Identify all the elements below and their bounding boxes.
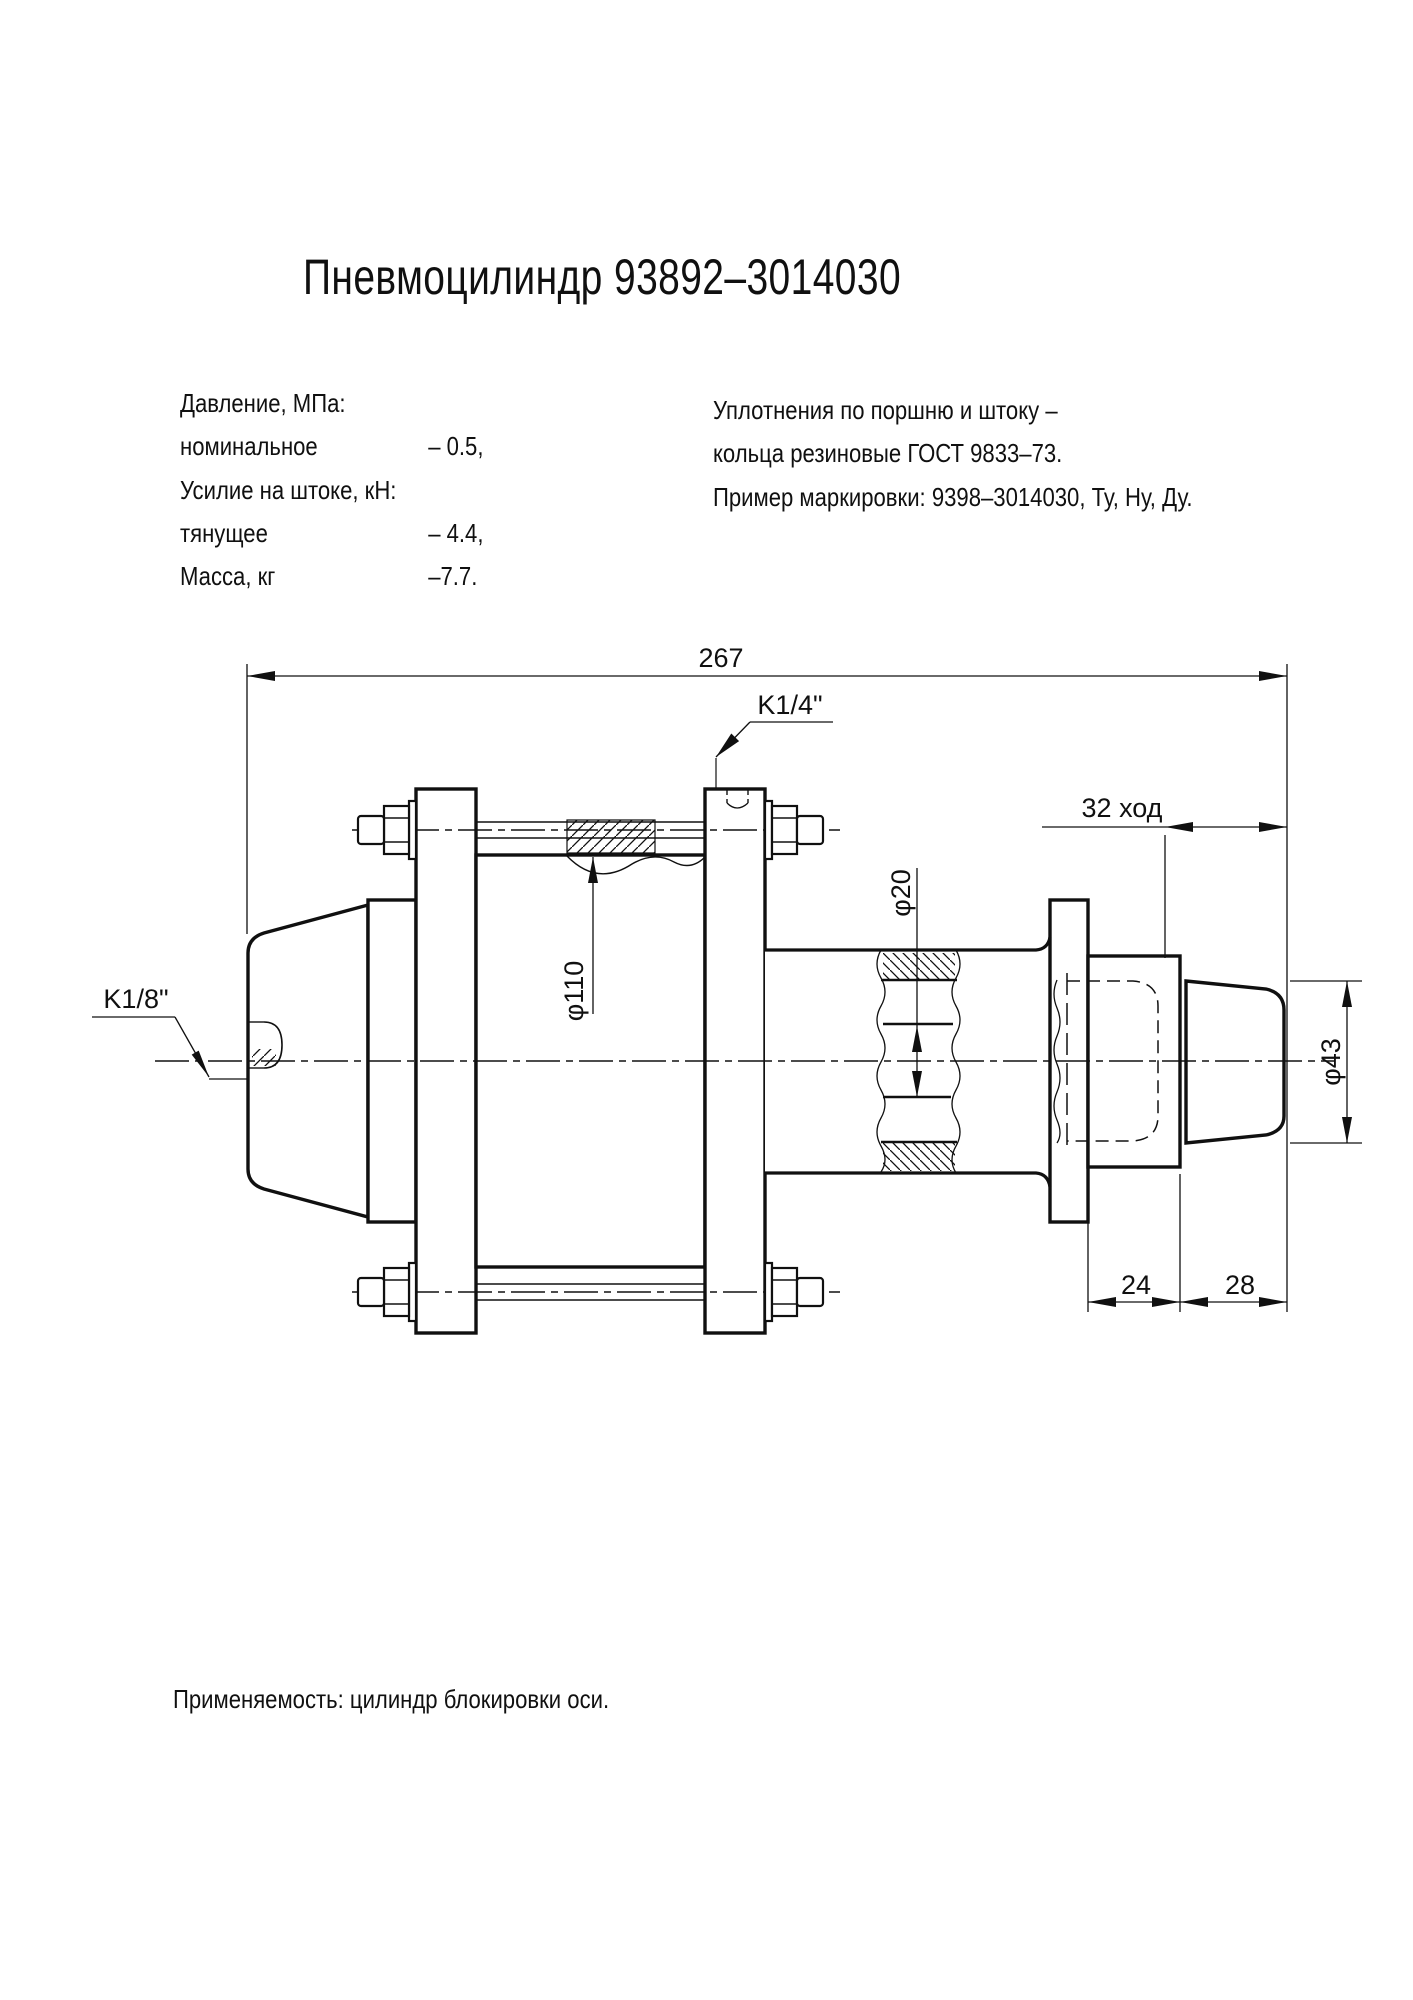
spec-label: тянущее bbox=[180, 517, 268, 548]
stud-end bbox=[797, 1278, 823, 1306]
nut bbox=[772, 806, 797, 854]
rod-top-line bbox=[765, 937, 1050, 950]
arrow bbox=[1342, 981, 1352, 1007]
rod-tip bbox=[1186, 981, 1284, 1143]
rod-bottom-line bbox=[765, 1173, 1050, 1187]
arrow bbox=[192, 1051, 209, 1077]
nut bbox=[384, 806, 409, 854]
arrow bbox=[1259, 822, 1287, 832]
dim-rod-bore-label: φ20 bbox=[886, 869, 916, 917]
port-hatch bbox=[252, 1049, 276, 1066]
rod-wall-hatch bbox=[883, 1143, 955, 1171]
arrow bbox=[1259, 1297, 1287, 1307]
arrow bbox=[1259, 671, 1287, 681]
dim-bore-label: φ110 bbox=[559, 960, 589, 1022]
nut bbox=[384, 1268, 409, 1316]
note-line: Уплотнения по поршню и штоку – bbox=[713, 395, 1058, 425]
spec-value: – 0.5, bbox=[428, 431, 484, 462]
spec-value: – 4.4, bbox=[428, 517, 484, 548]
drawing-title: Пневмоцилиндр 93892–3014030 bbox=[303, 249, 902, 305]
stud-end bbox=[358, 1278, 384, 1306]
arrow bbox=[1088, 1297, 1116, 1307]
stud-end bbox=[797, 816, 823, 844]
arrow bbox=[247, 671, 275, 681]
note-line: Пример маркировки: 9398–3014030, Ту, Ну, Ду. bbox=[713, 481, 1193, 512]
rod-wall-hatch bbox=[883, 953, 955, 979]
dim-24-label: 24 bbox=[1120, 1270, 1152, 1300]
spec-label: Усилие на штоке, кН: bbox=[180, 474, 397, 505]
spec-label: Давление, МПа: bbox=[180, 388, 346, 418]
arrow bbox=[1342, 1117, 1352, 1143]
arrow bbox=[1165, 822, 1193, 832]
dim-tip-diameter-label: φ43 bbox=[1316, 1038, 1346, 1086]
dim-stroke-label: 32 ход bbox=[1081, 793, 1163, 823]
barrel-wall-hatch bbox=[567, 820, 655, 853]
spec-value: –7.7. bbox=[428, 561, 478, 592]
stud-end bbox=[358, 816, 384, 844]
dim-port-left-label: K1/8" bbox=[103, 984, 169, 1014]
arrow bbox=[1152, 1297, 1180, 1307]
spec-label: номинальное bbox=[180, 431, 318, 462]
dim-28-label: 28 bbox=[1224, 1270, 1256, 1300]
spec-label: Масса, кг bbox=[180, 561, 276, 592]
note-line: кольца резиновые ГОСТ 9833–73. bbox=[713, 438, 1063, 469]
dim-port-top-label: K1/4" bbox=[757, 690, 823, 720]
application-note: Применяемость: цилиндр блокировки оси. bbox=[173, 1684, 610, 1714]
nut bbox=[772, 1268, 797, 1316]
dim-overall-length-label: 267 bbox=[698, 643, 744, 673]
arrow bbox=[1180, 1297, 1208, 1307]
